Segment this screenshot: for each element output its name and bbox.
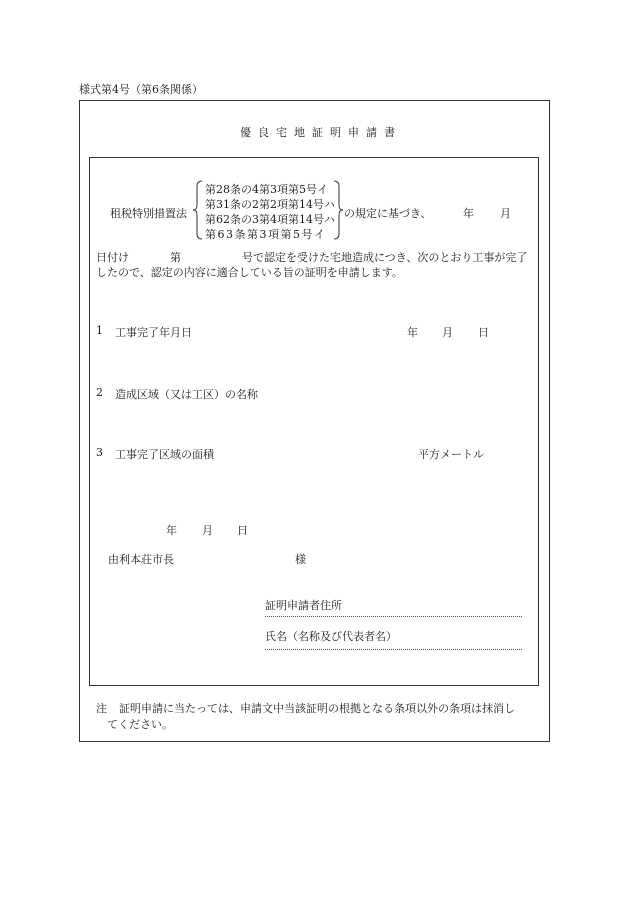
document-title: 優良宅地証明申請書	[240, 126, 402, 139]
body-line2: したので、認定の内容に適合している旨の証明を申請します。	[96, 266, 403, 279]
law-clause-1: 第28条の4第3項第5号イ	[205, 183, 328, 196]
body-line1-rest: 号で認定を受けた宅地造成につき、次のとおり工事が完了	[242, 251, 528, 264]
body-line1-number: 第	[170, 251, 181, 264]
date-month: 月	[202, 524, 213, 537]
applicant-name-line	[265, 649, 522, 650]
law-suffix: の規定に基づき、	[344, 207, 432, 220]
item-1-year: 年	[407, 326, 418, 339]
left-brace-icon	[193, 180, 203, 240]
item-2-number: 2	[96, 386, 103, 399]
recipient-name: 由利本荘市長	[108, 553, 174, 566]
law-name: 租税特別措置法	[110, 207, 187, 220]
item-1-number: 1	[96, 324, 103, 337]
form-number: 様式第4号（第6条関係）	[79, 83, 203, 96]
item-3-label: 工事完了区域の面積	[115, 448, 214, 461]
note-line2: てください。	[107, 718, 173, 731]
law-clause-4: 第63条第3項第5号イ	[205, 228, 327, 241]
law-year: 年	[463, 207, 474, 220]
applicant-address-line	[265, 616, 522, 617]
item-2-label: 造成区域（又は工区）の名称	[115, 388, 258, 401]
note-line1: 証明申請に当たっては、申請文中当該証明の根拠となる条項以外の条項は抹消し	[119, 702, 515, 715]
item-1-day: 日	[478, 326, 489, 339]
note-label: 注	[96, 702, 107, 715]
law-clause-2: 第31条の2第2項第14号ハ	[205, 198, 335, 211]
date-day: 日	[237, 524, 248, 537]
date-year: 年	[166, 524, 177, 537]
law-month: 月	[500, 207, 511, 220]
applicant-name-label: 氏名（名称及び代表者名）	[265, 630, 397, 643]
item-1-label: 工事完了年月日	[115, 326, 192, 339]
item-1-month: 月	[442, 326, 453, 339]
recipient-honorific: 様	[295, 553, 306, 566]
body-line1-date: 日付け	[96, 251, 129, 264]
item-3-unit: 平方メートル	[418, 448, 484, 461]
applicant-address-label: 証明申請者住所	[265, 599, 342, 612]
right-brace-icon	[333, 180, 343, 240]
item-3-number: 3	[96, 446, 103, 459]
law-clause-3: 第62条の3第4項第14号ハ	[205, 213, 335, 226]
